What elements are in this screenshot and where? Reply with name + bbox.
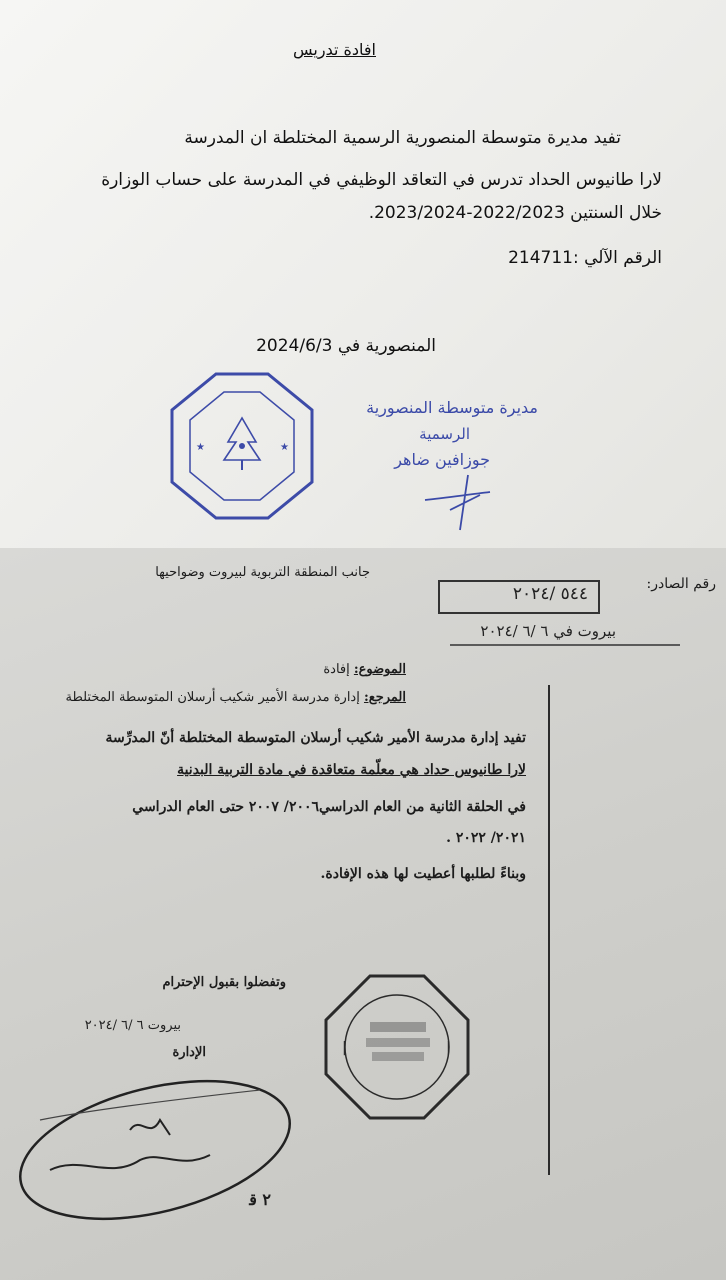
signature-mark: ٢ ﻗ xyxy=(249,1190,271,1209)
certificate-title: افادة تدريس xyxy=(293,40,376,59)
signature-date: بيروت ٦ /٦ /٢٠٢٤ xyxy=(84,1018,181,1033)
signature-line-3: جوزافين ضاهر xyxy=(394,450,490,469)
certificate-line-4: الرقم الآلي :214711 xyxy=(508,248,662,268)
svg-text:|: | xyxy=(342,1040,347,1056)
subject-label: الموضوع: xyxy=(353,662,406,677)
body-paragraph-line-3: في الحلقة الثانية من العام الدراسي٢٠٠٦/ ٢٠٠٧ حتى العام الدراسي xyxy=(132,799,526,815)
certificate-date-line: المنصورية في 2024/6/3 xyxy=(256,336,436,356)
subject-value: إفادة xyxy=(323,662,350,677)
closing-line: وتفضلوا بقبول الإحترام xyxy=(162,975,286,990)
certificate-document xyxy=(0,0,726,548)
svg-text:★: ★ xyxy=(196,442,205,453)
issued-number: ٥٤٤ /٢٠٢٤ xyxy=(512,584,588,604)
handwritten-signature-icon xyxy=(420,470,500,540)
signature-line-1: مديرة متوسطة المنصورية xyxy=(366,398,538,417)
letter-header: جانب المنطقة التربوية لبيروت وضواحيها xyxy=(155,565,370,580)
issued-number-label: رقم الصادر: xyxy=(646,576,716,592)
administration-label: الإدارة xyxy=(172,1045,206,1060)
svg-text:★: ★ xyxy=(280,442,289,453)
svg-text:|: | xyxy=(446,1040,451,1056)
subject-line xyxy=(323,662,406,677)
official-stamp-icon xyxy=(168,370,316,522)
school-stamp-icon xyxy=(322,972,472,1122)
margin-line xyxy=(545,685,553,1175)
date-underline xyxy=(450,642,680,648)
reference-value: إدارة مدرسة الأمير شكيب أرسلان المتوسطة المختلطة xyxy=(65,690,360,705)
body-paragraph-line-2: لارا طانيوس حداد هي معلّمة متعاقدة في مادة التربية البدنية xyxy=(177,762,526,778)
certificate-line-1: تفيد مديرة متوسطة المنصورية الرسمية المختلطة ان المدرسة xyxy=(184,128,621,148)
body-paragraph-line-4: ٢٠٢١/ ٢٠٢٢ . xyxy=(446,830,526,846)
body-paragraph-line-1: تفيد إدارة مدرسة الأمير شكيب أرسلان المتوسطة المختلطة أنّ المدرِّسة xyxy=(105,730,526,746)
certificate-line-3: خلال السنتين 2022/2023-2023/2024. xyxy=(368,203,662,223)
place-date: بيروت في ٦ /٦ /٢٠٢٤ xyxy=(480,622,616,640)
reference-label: المرجع: xyxy=(363,690,406,705)
director-signature-stamp-icon xyxy=(10,1060,300,1240)
body-paragraph-line-5: وبناءً لطلبها أعطيت لها هذه الإفادة. xyxy=(320,866,526,882)
signature-line-2: الرسمية xyxy=(419,425,470,443)
certificate-line-2: لارا طانيوس الحداد تدرس في التعاقد الوظيفي في المدرسة على حساب الوزارة xyxy=(101,170,662,190)
reference-line xyxy=(65,690,406,705)
